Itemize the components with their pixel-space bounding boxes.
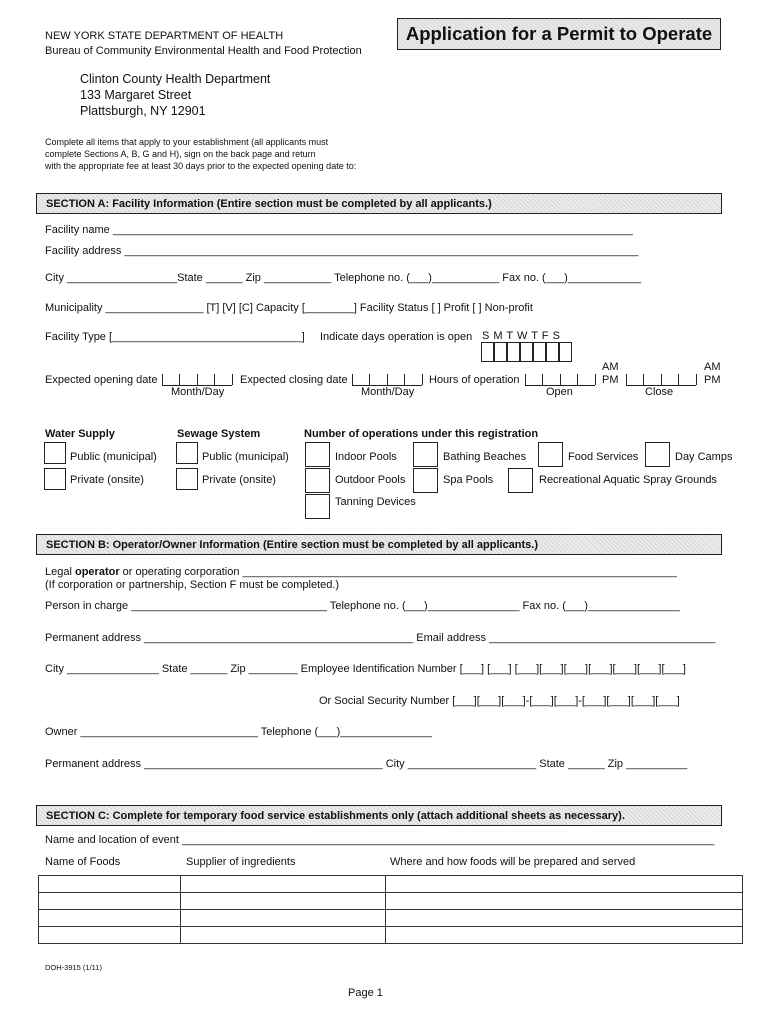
table-cell[interactable] — [386, 893, 743, 910]
tick — [369, 374, 370, 385]
page-number: Page 1 — [348, 987, 383, 999]
spa-pools-checkbox[interactable] — [413, 468, 438, 493]
tick — [214, 374, 215, 385]
legal-operator-field[interactable] — [45, 566, 677, 578]
legal-suffix: or operating corporation _______________________________________________________________________ — [119, 566, 677, 578]
spa-pools-label: Spa Pools — [443, 474, 494, 486]
tick — [626, 374, 627, 385]
table-cell[interactable] — [386, 910, 743, 927]
expected-closing-label: Expected closing date — [240, 374, 348, 386]
intro-line-3: with the appropriate fee at least 30 days prior to the expected opening date to: — [45, 161, 357, 171]
table-cell[interactable] — [39, 876, 181, 893]
water-supply-heading: Water Supply — [45, 428, 115, 440]
water-public-label: Public (municipal) — [70, 451, 157, 463]
table-cell[interactable] — [386, 927, 743, 944]
section-b-heading: SECTION B: Operator/Owner Information (Entire section must be completed by all applicants.) — [36, 534, 722, 555]
facility-city-line[interactable]: City __________________State ______ Zip ___________ Telephone no. (___)___________ Fax no. (___)____________ — [45, 272, 642, 284]
table-cell[interactable] — [181, 893, 386, 910]
section-a-heading: SECTION A: Facility Information (Entire section must be completed by all applicants.) — [36, 193, 722, 214]
tick — [577, 374, 578, 385]
facility-name-field[interactable]: Facility name _____________________________________________________________________________________ — [45, 224, 633, 236]
day-tue-box[interactable] — [507, 342, 520, 362]
food-table — [38, 875, 743, 944]
tick — [661, 374, 662, 385]
legal-operator-word: operator — [74, 566, 120, 578]
close-pm[interactable]: PM — [704, 374, 721, 386]
permanent-address-line[interactable]: Permanent address ____________________________________________ Email address _____________________________________ — [45, 632, 716, 644]
table-cell[interactable] — [181, 910, 386, 927]
day-mon-box[interactable] — [494, 342, 507, 362]
intro-line-1: Complete all items that apply to your establishment (all applicants must — [45, 137, 329, 147]
address-line-3: Plattsburgh, NY 12901 — [80, 104, 206, 118]
food-services-checkbox[interactable] — [538, 442, 563, 467]
tick — [560, 374, 561, 385]
table-cell[interactable] — [181, 927, 386, 944]
days-label: Indicate days operation is open — [320, 331, 473, 343]
agency-name: NEW YORK STATE DEPARTMENT OF HEALTH — [45, 30, 284, 42]
tick — [525, 374, 526, 385]
col-name-of-foods: Name of Foods — [45, 856, 121, 868]
table-cell[interactable] — [386, 876, 743, 893]
table-row — [39, 910, 743, 927]
bathing-beaches-label: Bathing Beaches — [443, 451, 527, 463]
day-sat-box[interactable] — [559, 342, 572, 362]
water-public-checkbox[interactable] — [44, 442, 66, 464]
table-row — [39, 927, 743, 944]
tick — [197, 374, 198, 385]
tick — [643, 374, 644, 385]
day-camps-checkbox[interactable] — [645, 442, 670, 467]
owner-address-line[interactable]: Permanent address _______________________________________ City _____________________ State ______ Zip __________ — [45, 758, 688, 770]
tick — [595, 374, 596, 385]
open-label: Open — [546, 386, 573, 398]
facility-type-field[interactable]: Facility Type [_______________________________] — [45, 331, 305, 343]
food-services-label: Food Services — [568, 451, 639, 463]
day-sun-box[interactable] — [481, 342, 494, 362]
operations-heading: Number of operations under this registration — [304, 428, 539, 440]
tick — [232, 374, 233, 385]
tick — [678, 374, 679, 385]
table-row — [39, 876, 743, 893]
legal-prefix: Legal — [45, 566, 75, 578]
opening-month-day: Month/Day — [171, 386, 225, 398]
table-row — [39, 893, 743, 910]
indoor-pools-label: Indoor Pools — [335, 451, 397, 463]
tick — [422, 374, 423, 385]
tanning-checkbox[interactable] — [305, 494, 330, 519]
tick — [696, 374, 697, 385]
tanning-label: Tanning Devices — [335, 496, 416, 508]
bathing-beaches-checkbox[interactable] — [413, 442, 438, 467]
day-camps-label: Day Camps — [675, 451, 733, 463]
table-cell[interactable] — [39, 910, 181, 927]
form-title: Application for a Permit to Operate — [397, 18, 721, 50]
tick — [387, 374, 388, 385]
day-wed-box[interactable] — [520, 342, 533, 362]
tick — [179, 374, 180, 385]
open-am[interactable]: AM — [602, 361, 619, 373]
table-cell[interactable] — [39, 927, 181, 944]
sewage-public-checkbox[interactable] — [176, 442, 198, 464]
event-line[interactable]: Name and location of event _______________________________________________________________________________________ — [45, 834, 715, 846]
close-am[interactable]: AM — [704, 361, 721, 373]
form-number: DOH-3915 (1/11) — [45, 963, 102, 972]
close-label: Close — [645, 386, 674, 398]
indoor-pools-checkbox[interactable] — [305, 442, 330, 467]
closing-month-day: Month/Day — [361, 386, 415, 398]
tick — [162, 374, 163, 385]
legal-note: (If corporation or partnership, Section F must be completed.) — [45, 579, 340, 591]
address-line-2: 133 Margaret Street — [80, 88, 192, 102]
open-pm[interactable]: PM — [602, 374, 619, 386]
table-cell[interactable] — [181, 876, 386, 893]
sewage-public-label: Public (municipal) — [202, 451, 289, 463]
sewage-heading: Sewage System — [177, 428, 261, 440]
tick — [352, 374, 353, 385]
municipality-line[interactable]: Municipality ________________ [T] [V] [C] Capacity [________] Facility Status [ ] Profit [ ] Non-profit — [45, 302, 533, 314]
facility-address-field[interactable]: Facility address ____________________________________________________________________________________ — [45, 245, 639, 257]
bureau-name: Bureau of Community Environmental Health and Food Protection — [45, 45, 362, 57]
intro-line-2: complete Sections A, B, G and H), sign on the back page and return — [45, 149, 316, 159]
tick — [404, 374, 405, 385]
operator-city-line[interactable]: City _______________ State ______ Zip ________ Employee Identification Number [___] [___] [___][___][___][___][___][___][___] — [45, 663, 686, 675]
tick — [542, 374, 543, 385]
day-fri-box[interactable] — [546, 342, 559, 362]
owner-line[interactable]: Owner _____________________________ Telephone (___)_______________ — [45, 726, 432, 738]
days-letters: S M T W T F S — [482, 330, 561, 342]
col-supplier: Supplier of ingredients — [186, 856, 296, 868]
day-thu-box[interactable] — [533, 342, 546, 362]
sewage-private-checkbox[interactable] — [176, 468, 198, 490]
outdoor-pools-label: Outdoor Pools — [335, 474, 406, 486]
col-where-how: Where and how foods will be prepared and served — [390, 856, 636, 868]
address-line-1: Clinton County Health Department — [80, 72, 271, 86]
spray-grounds-label: Recreational Aquatic Spray Grounds — [539, 474, 717, 486]
section-c-heading: SECTION C: Complete for temporary food service establishments only (attach additional sheets as necessary). — [36, 805, 722, 826]
hours-label: Hours of operation — [429, 374, 520, 386]
water-private-label: Private (onsite) — [70, 474, 144, 486]
water-private-checkbox[interactable] — [44, 468, 66, 490]
outdoor-pools-checkbox[interactable] — [305, 468, 330, 493]
table-cell[interactable] — [39, 893, 181, 910]
spray-grounds-checkbox[interactable] — [508, 468, 533, 493]
ssn-line[interactable]: Or Social Security Number [___][___][___]-[___][___]-[___][___][___][___] — [319, 695, 680, 707]
sewage-private-label: Private (onsite) — [202, 474, 276, 486]
person-in-charge-line[interactable]: Person in charge ________________________________ Telephone no. (___)_______________ Fax no. (___)_______________ — [45, 600, 680, 612]
expected-opening-label: Expected opening date — [45, 374, 158, 386]
